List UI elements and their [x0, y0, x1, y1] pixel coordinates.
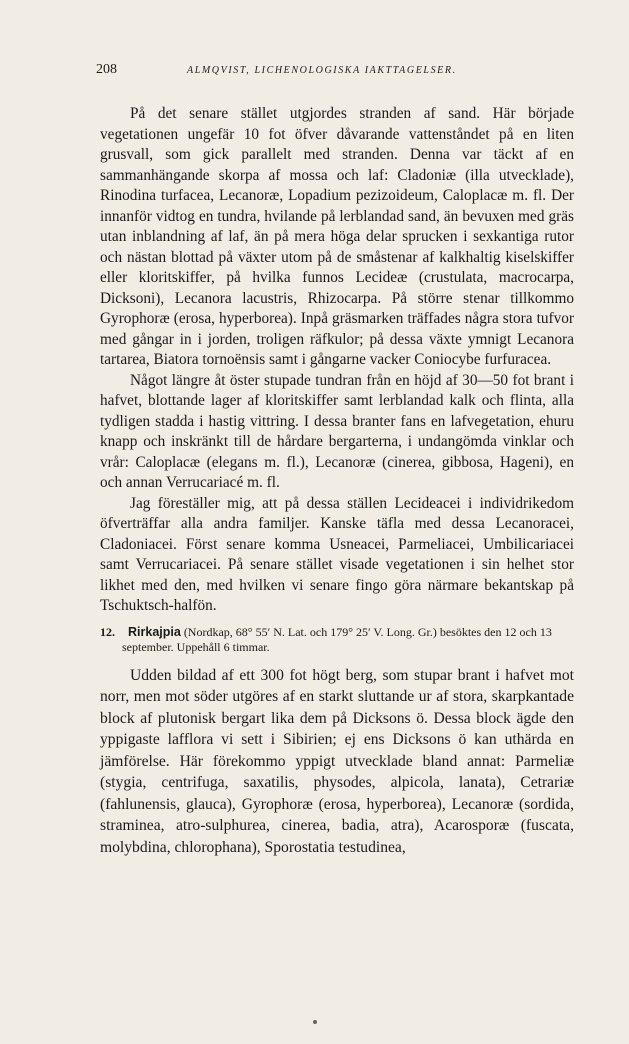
page-header [96, 62, 574, 84]
paragraph-2: Något längre åt öster stupade tundran från en höjd af 30—50 fot brant i hafvet, blottande lager af kloritskiffer samt lerblandad kalk och flinta, alla tydligen stadda i hastig vittring. I dessa branter fans en lafvegetation, ehuru knapp och inskränkt till de hårdare bergarterna, i undangömda vinklar och vrår: Caloplacæ (elegans m. fl.), Lecanoræ (cinerea, gibbosa, Hageni), en och annan Verrucariacé m. fl. [100, 371, 574, 491]
paragraph-4: Udden bildad af ett 300 fot högt berg, som stupar brant i hafvet mot norr, men mot söder utgöres af en starkt sluttande ur af stora, skarpkantade block af plutonisk bergart lika dem på Dicksons ö. Dessa block ägde den yppigaste lafflora vi sett i Sibirien; ej ens Dicksons ö kan uthärda en jämförelse. Här förekommo yppigt utvecklade bland annat: Parmeliæ (stygia, centrifuga, saxatilis, physodes, alpicola, lanata), Cetrariæ (fahlunensis, glauca), Gyrophoræ (erosa, hyperborea), Lecanoræ (sordida, straminea, atro-sulphurea, cinerea, badia, atra), Acarosporæ (fuscata, molybdina, chlorophana), Sporostatia testudinea, [100, 666, 574, 856]
ink-speck-mark [313, 1020, 317, 1024]
page-number: 208 [96, 62, 117, 77]
running-head: ALMQVIST, LICHENOLOGISKA IAKTTAGELSER. [187, 65, 457, 76]
entry-details: (Nordkap, 68° 55′ N. Lat. och 179° 25′ V. Long. Gr.) besöktes den 12 och 13 september. Uppehåll 6 timmar. [122, 624, 552, 654]
entry-heading [100, 625, 574, 655]
entry-number: 12. [100, 624, 115, 639]
paragraph-1: På det senare stället utgjordes stranden af sand. Här började vegetationen ungefär 10 fot öfver dåvarande vattenståndet på en liten grusvall, som gick parallelt med stranden. Denna var täckt af en sammanhängande skorpa af mossa och laf: Cladoniæ (illa utvecklade), Rinodina turfacea, Lecanoræ, Lopadium pezizoideum, Caloplacæ m. fl. Der innanför vidtog en tundra, hvilande på lerblandad sand, än bevuxen med gräs utan inblandning af laf, än på mera höga delar sprucken i sexkantiga rutor och nästan blottad på växter utom på de småstenar af kalkhaltig kiselskiffer eller kloritskiffer, på hvilka funnos Lecideæ (crustulata, macrocarpa, Dicksoni), Lecanora lacustris, Rhizocarpa. På större stenar tillkommo Gyrophoræ (erosa, hyperborea). Inpå gräsmarken träffades några stora tufvor med gångar in i jorden, troligen räfkulor; på dessa växte ymnigt Lecanora tartarea, Biatora tornoënsis samt i gångarne vacker Coniocybe furfuracea. [100, 105, 574, 368]
paragraph-3: Jag föreställer mig, att på dessa ställen Lecideacei i individrikedom öfverträffar alla andra familjer. Kanske täfla med dessa Lecanoracei, Cladoniacei. Först senare komma Usneacei, Parmeliacei, Umbilicariacei samt Verrucariacei. På senare stället visade vegetationen i sin helhet stor likhet med den, med hvilken vi senare fingo göra närmare bekantskap på Tschuktsch-halfön. [100, 494, 574, 614]
entry-name: Rirkajpia [128, 624, 181, 639]
page [96, 62, 574, 858]
